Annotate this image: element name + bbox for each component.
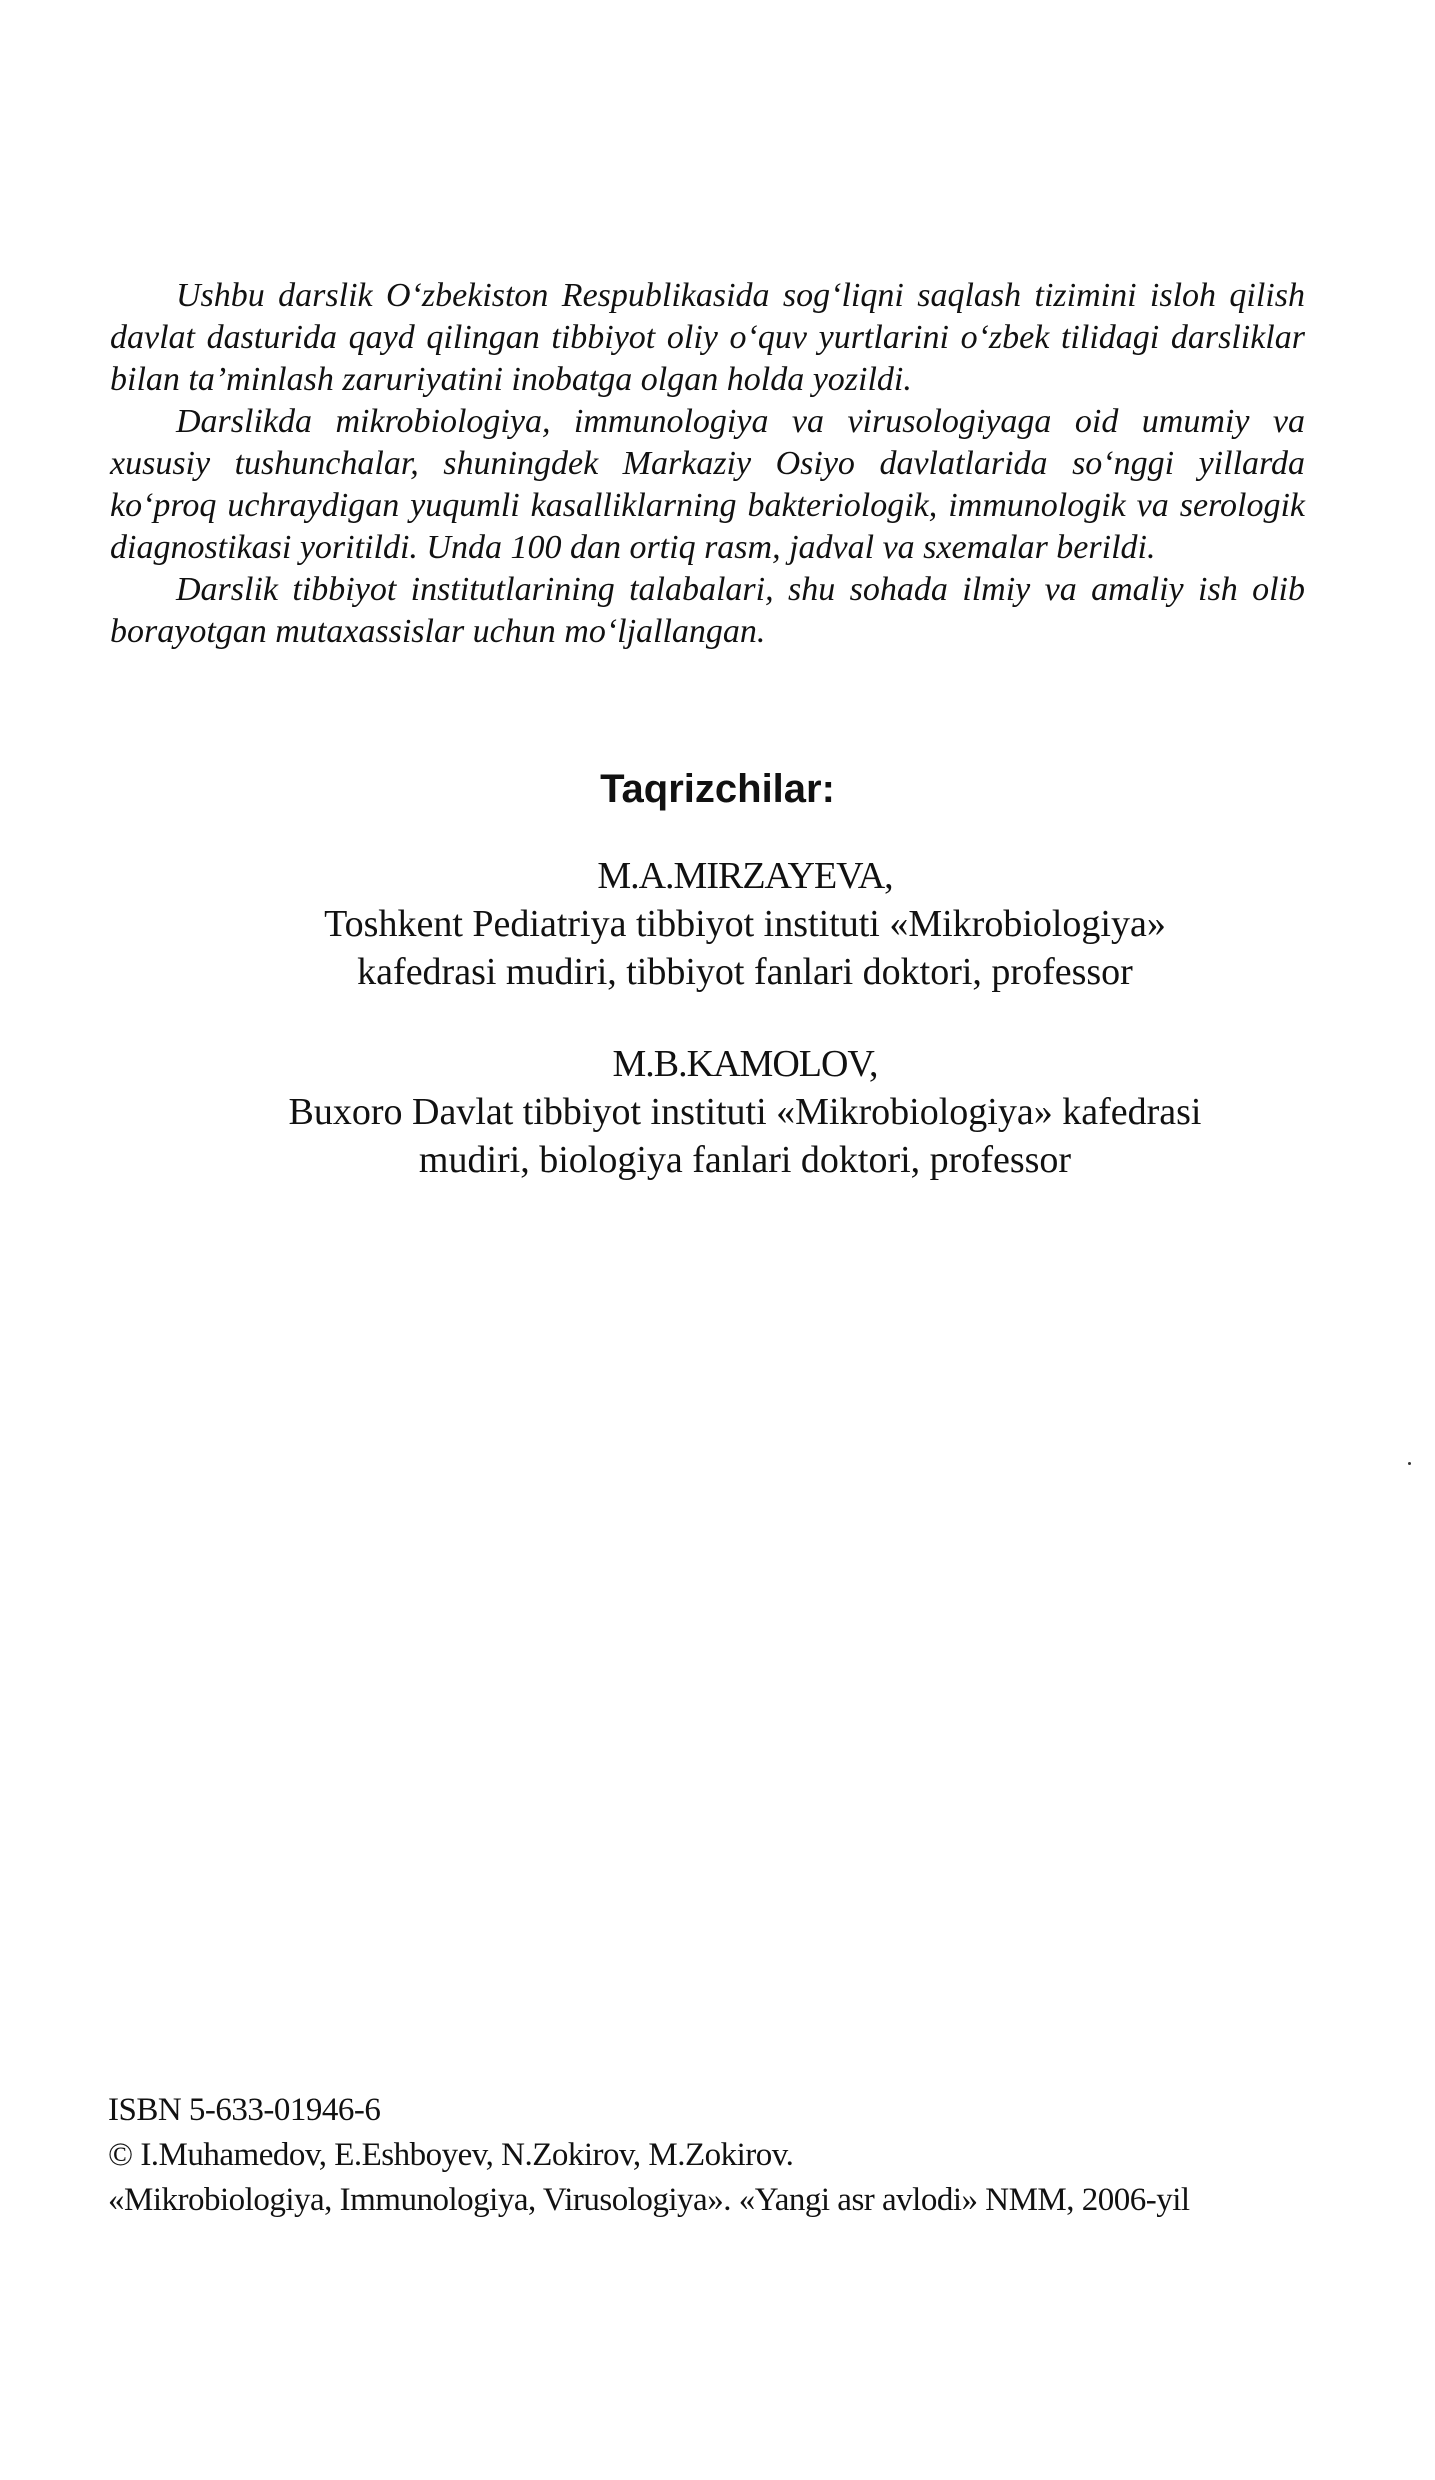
reviewer-affiliation-line: mudiri, biologiya fanlari doktori, professor	[418, 1139, 1072, 1181]
reviewers-heading: Taqrizchilar:	[600, 767, 835, 811]
reviewer-block	[190, 1040, 1300, 1184]
reviewer-affiliation-line: Toshkent Pediatriya tibbiyot instituti «Mikrobiologiya»	[324, 903, 1166, 945]
imprint	[108, 2088, 1328, 2223]
abstract-paragraph: Darslik tibbiyot institutlarining talabalari, shu sohada ilmiy va amaliy ish olib borayotgan mutaxassislar uchun mo‘ljallangan.	[110, 571, 1305, 650]
print-speck	[1408, 1462, 1411, 1465]
reviewer-affiliation-line: kafedrasi mudiri, tibbiyot fanlari doktori, professor	[357, 951, 1133, 993]
isbn: ISBN 5-633-01946-6	[108, 2092, 381, 2128]
abstract-paragraph: Ushbu darslik O‘zbekiston Respublikasida sog‘liqni saqlash tizimini isloh qilish davlat dasturida qayd qilingan tibbiyot oliy o‘quv yurtlarini o‘zbek tilidagi darsliklar bilan ta’minlash zaruriyatini inobatga olgan holda yozildi.	[110, 277, 1305, 398]
copyright-line: © I.Muhamedov, E.Eshboyev, N.Zokirov, M.Zokirov.	[108, 2137, 794, 2173]
reviewer-affiliation-line: Buxoro Davlat tibbiyot instituti «Mikrobiologiya» kafedrasi	[288, 1091, 1202, 1133]
reviewer-name: M.A.MIRZAYEVA,	[597, 855, 893, 897]
abstract	[110, 275, 1305, 653]
abstract-paragraph: Darslikda mikrobiologiya, immunologiya va virusologiyaga oid umumiy va xususiy tushunchalar, shuningdek Markaziy Osiyo davlatlarida so‘nggi yillarda ko‘proq uchraydigan yuqumli kasalliklarning bakteriologik, immunologik va serologik diagnostikasi yoritildi. Unda 100 dan ortiq rasm, jadval va sxemalar berildi.	[110, 403, 1305, 566]
citation-line: «Mikrobiologiya, Immunologiya, Virusologiya». «Yangi asr avlodi» NMM, 2006-yil	[108, 2182, 1190, 2218]
reviewer-name: M.B.KAMOLOV,	[612, 1043, 878, 1085]
reviewer-block	[190, 852, 1300, 996]
